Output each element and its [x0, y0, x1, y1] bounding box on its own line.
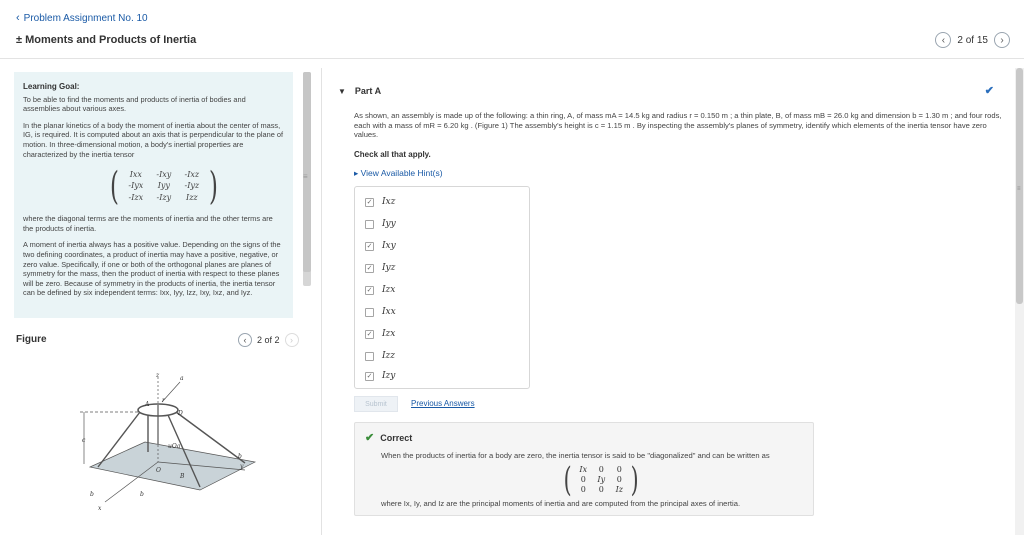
right-paren: )	[208, 164, 218, 209]
label-a: a	[180, 375, 184, 382]
option-item[interactable]	[365, 283, 395, 297]
pager-text: 2 of 15	[957, 34, 988, 46]
option-label: Izz	[382, 351, 396, 361]
option-item[interactable]	[365, 305, 396, 319]
label-b-plate: B	[180, 473, 185, 480]
checkmark-icon: ✔	[365, 432, 375, 444]
diagonal-grid	[574, 465, 628, 494]
left-paren: (	[109, 164, 119, 209]
header-divider	[0, 58, 1024, 59]
goal-paragraph-3: where the diagonal terms are the moments of inertia and the other terms are the products of inertia.	[23, 214, 273, 233]
matrix-cell: 0	[580, 475, 586, 485]
correct-footnote: where Ix, Iy, and Iz are the principal moments of inertia and are computed from the principal axes of inertia.	[381, 498, 741, 508]
goal-heading: Learning Goal:	[23, 82, 80, 91]
checkbox[interactable]	[365, 220, 374, 229]
checkbox[interactable]: ✓	[366, 198, 373, 206]
label-b: b	[90, 491, 94, 498]
figure-pager	[238, 333, 299, 347]
option-label: Iyy	[382, 219, 396, 229]
checkbox[interactable]: ✓	[366, 242, 373, 250]
panel-divider[interactable]	[321, 68, 322, 535]
tensor-cell: -Izy	[156, 192, 172, 202]
label-u: uOa	[168, 443, 181, 450]
correct-label: Correct	[380, 432, 413, 443]
goal-paragraph-2: In the planar kinetics of a body the moment of inertia about the center of mass, IG, is required. It is computed about an axis that is perpendicular to the plane of motion. In three-dimensional motion, a body's inertial properties are characterized by the inertia tensor	[23, 120, 284, 159]
option-item[interactable]	[365, 261, 395, 275]
checkbox[interactable]: ✓	[366, 372, 373, 380]
goal-paragraph-1: To be able to find the moments and products of inertia of bodies and assemblies about various axes.	[23, 94, 246, 114]
prev-figure-button[interactable]: ‹	[238, 333, 252, 347]
figure-label: Figure	[16, 334, 47, 345]
matrix-cell: 0	[616, 465, 622, 475]
label-x: x	[98, 505, 102, 512]
page-title: ± Moments and Products of Inertia	[16, 34, 197, 46]
label-z: z	[156, 372, 160, 379]
checkbox[interactable]	[365, 352, 374, 361]
next-figure-button[interactable]: ›	[285, 333, 299, 347]
label-y: y	[240, 463, 244, 470]
option-label: Ixy	[382, 241, 396, 251]
option-item[interactable]	[365, 369, 395, 383]
tensor-grid	[122, 170, 206, 203]
caret-right-icon: ▸	[354, 168, 359, 178]
correct-header	[365, 431, 803, 444]
label-b: b	[140, 491, 144, 498]
option-label: Ixx	[382, 307, 396, 317]
option-label: Izx	[382, 285, 396, 295]
figure-pager-text: 2 of 2	[257, 335, 280, 345]
learning-goal-panel	[14, 72, 293, 318]
label-b: b	[238, 453, 242, 460]
option-label: Ixz	[382, 197, 396, 207]
option-label: Iyz	[382, 263, 396, 273]
label-a-ring: A	[145, 401, 150, 408]
matrix-cell: Iy	[597, 475, 606, 485]
label-d: D	[178, 410, 183, 417]
caret-down-icon: ▼	[338, 86, 346, 96]
option-item[interactable]	[365, 327, 395, 341]
part-a-header[interactable]	[338, 84, 998, 98]
options-list	[354, 186, 530, 389]
tensor-cell: Iyy	[157, 181, 170, 191]
tensor-cell: -Ixy	[156, 169, 172, 179]
option-item[interactable]	[365, 349, 395, 363]
option-item[interactable]	[365, 217, 396, 231]
tensor-cell: Izz	[186, 192, 198, 202]
hints-label: View Available Hint(s)	[360, 168, 443, 178]
right-paren: )	[630, 459, 639, 500]
correct-text: When the products of inertia for a body are zero, the inertia tensor is said to be "diagonalized" and can be written as	[381, 451, 770, 460]
panel-scroll-icon[interactable]: ≡	[303, 172, 308, 181]
goal-paragraph-4: A moment of inertia always has a positive value. Depending on the signs of the two defining coordinates, a product of inertia may have a positive, negative, or zero value. Specifically, if one or both of the orthogonal planes are planes of symmetry for the mass, then the product of inertia with respect to these planes will be zero. Because of symmetry in the products of inertia, the inertia tensor can be defined by six independent terms: Ixx, Iyy, Izz, Ixy, Ixz, and Iyz.	[23, 240, 281, 298]
tensor-cell: -Ixz	[184, 169, 200, 179]
chevron-left-icon: ‹	[16, 12, 20, 24]
option-item[interactable]	[365, 239, 396, 253]
view-hints-link[interactable]	[354, 168, 443, 179]
submit-button[interactable]: Submit	[354, 396, 398, 412]
page-scrollbar[interactable]	[1015, 68, 1024, 535]
option-label: Izx	[382, 329, 396, 339]
next-item-button[interactable]: ›	[994, 32, 1010, 48]
matrix-cell: 0	[616, 475, 622, 485]
tensor-cell: -Iyx	[128, 181, 144, 191]
tensor-cell: -Izx	[128, 192, 144, 202]
assignment-pager	[935, 32, 1010, 48]
diagonal-matrix	[561, 461, 803, 499]
label-r: r	[162, 397, 165, 404]
checkbox[interactable]	[365, 308, 374, 317]
option-label: Izy	[382, 371, 396, 381]
previous-answers-link[interactable]: Previous Answers	[411, 399, 475, 408]
problem-statement: As shown, an assembly is made up of the following: a thin ring, A, of mass mA = 14.5 kg and radius r = 0.150 m ; a thin plate, B, of mass mB = 26.0 kg and dimension b = 1.30 m ; and four rods, each with a mass of mR = 6.20 kg . (Figure 1) The assembly's height is c = 1.15 m . By inspecting the assembly's planes of symmetry, identify which elements of the inertia tensor have zero values.	[354, 111, 1002, 140]
checkbox[interactable]: ✓	[366, 264, 373, 272]
checkbox[interactable]: ✓	[366, 330, 373, 338]
label-c: c	[82, 437, 86, 444]
correct-feedback	[354, 422, 814, 516]
tensor-cell: -Iyz	[184, 181, 200, 191]
tensor-cell: Ixx	[129, 169, 142, 179]
matrix-cell: Ix	[579, 465, 588, 475]
checkmark-icon: ✔	[984, 85, 994, 97]
left-paren: (	[563, 459, 572, 500]
matrix-cell: 0	[580, 485, 586, 495]
matrix-cell: 0	[598, 465, 604, 475]
option-item[interactable]	[365, 195, 395, 209]
label-o: O	[156, 467, 161, 474]
back-link[interactable]	[16, 12, 148, 24]
back-link-label: Problem Assignment No. 10	[23, 12, 148, 24]
assembly-figure	[70, 372, 270, 512]
instruction: Check all that apply.	[354, 150, 431, 159]
inertia-tensor-matrix	[107, 164, 284, 209]
checkbox[interactable]: ✓	[366, 286, 373, 294]
matrix-cell: Iz	[615, 485, 623, 495]
prev-item-button[interactable]: ‹	[935, 32, 951, 48]
matrix-cell: 0	[598, 485, 604, 495]
grip-icon: ≡	[1017, 186, 1021, 192]
part-title: Part A	[354, 86, 382, 96]
